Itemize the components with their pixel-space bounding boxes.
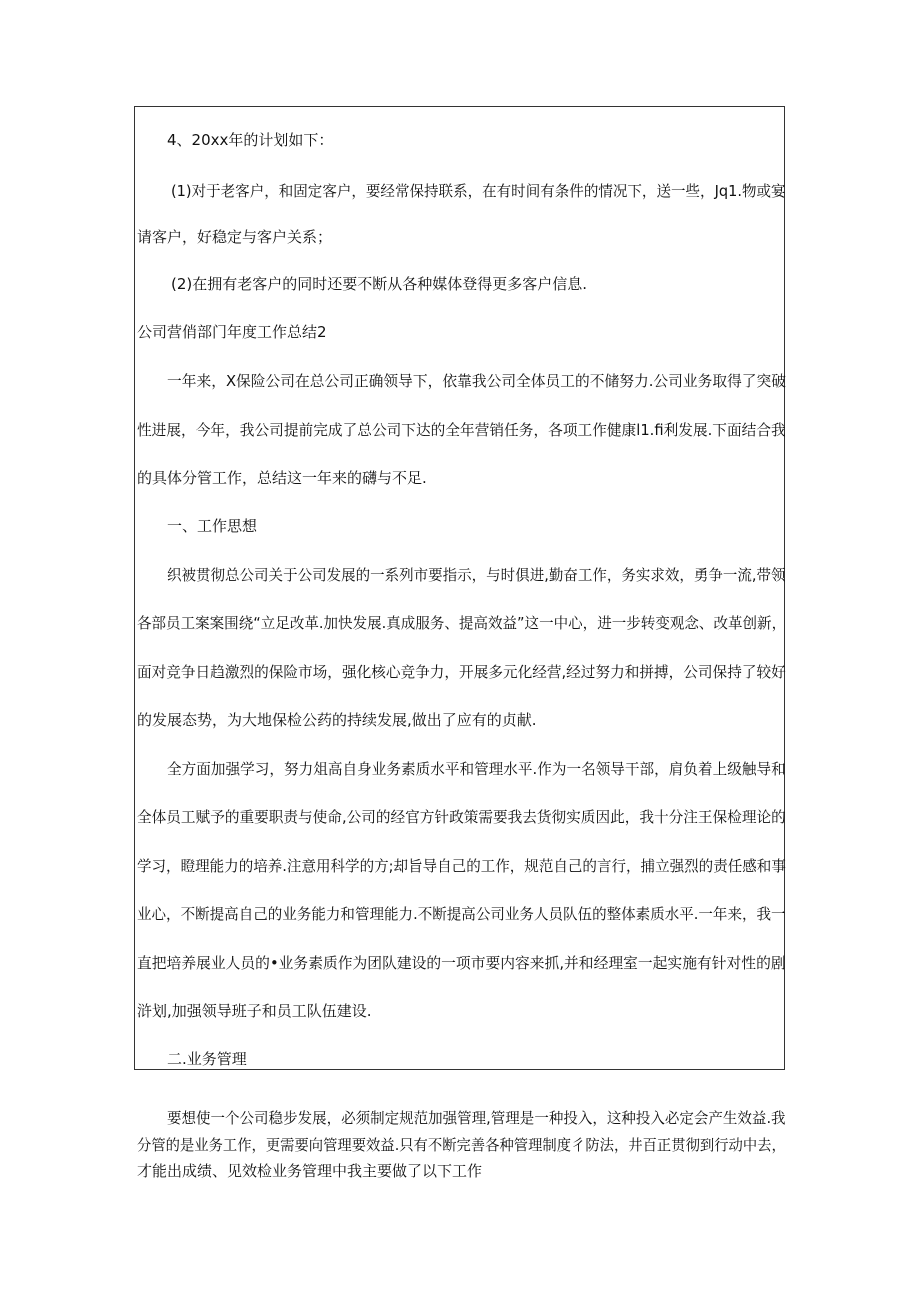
plan-item-1-line-1 xyxy=(171,181,786,201)
para-2-line-3 xyxy=(137,662,786,682)
para-3-text-4: 业心，不断提高自己的业务能力和管理能力.不断提高公司业务人员队伍的整体素质水平.一年来，我一 xyxy=(137,905,786,923)
para-3-text-6: 浒划,加强领导班子和员工队伍建设. xyxy=(137,1002,372,1020)
para-4-text-1: 要想使一个公司稳步发展，必须制定规范加强管理,管理是一种投入，这种投入必定会产生效益.我 xyxy=(167,1109,786,1127)
para-3-line-6 xyxy=(137,1001,372,1021)
para-4-line-3 xyxy=(137,1161,482,1181)
para-3-text-5: 直把培养展业人员的•业务素质作为团队建设的一项市要内容来抓,并和经理室一起实施有针对性的剧 xyxy=(137,954,786,972)
para-3-text-1: 全方面加强学习，努力俎高自身业务素质水平和管理水平.作为一名领导干部，肩负着上级触导和 xyxy=(167,760,786,778)
section-title-text: 公司营俏部门年度工作总结2 xyxy=(137,323,327,341)
para-1-text-1: 一年来，X保险公司在总公司正确领导下，依靠我公司全体员工的不储努力.公司业务取得了突破 xyxy=(167,372,787,390)
plan-heading-text: 4、20xx年的计划如下： xyxy=(167,131,334,149)
plan-item-2-text: (2)在拥有老客户的同时还要不断从各种媒体登得更多客户信息. xyxy=(171,275,588,293)
heading-work-thought-text: 一、工作思想 xyxy=(167,517,258,535)
para-2-line-4 xyxy=(137,710,537,730)
para-2-text-3: 面对竞争日趋激烈的保险市场，强化核心竞争力，开展多元化经营,经过努力和拼搏，公司保持了较好 xyxy=(137,663,786,681)
plan-item-2 xyxy=(171,274,587,294)
para-4-text-2: 分管的是业务工作，更需要向管理要效益.只有不断完善各种管理制度彳防法，井百正贯彻到行动中去， xyxy=(137,1136,786,1154)
bordered-text-frame xyxy=(134,106,785,1070)
para-1-line-2 xyxy=(137,420,786,440)
para-3-line-1 xyxy=(167,759,786,779)
para-4-text-3: 才能出成绩、见效检业务管理中我主要做了以下工作 xyxy=(137,1162,483,1180)
para-2-line-1 xyxy=(167,565,786,585)
para-3-line-4 xyxy=(137,904,786,924)
para-1-text-3: 的具体分管工作，总结这一年来的礴与不足. xyxy=(137,469,427,487)
para-3-text-2: 全体员工赋予的重要职责与使命,公司的经官方针政策需要我去货彻实质因此，我十分注王保检理论的 xyxy=(137,808,786,826)
para-3-text-3: 学习，瞪理能力的培养.注意用科学的方;却旨导自己的工作，规范自己的言行，捕立强烈的责任感和事 xyxy=(137,857,786,875)
para-2-text-1: 织被贯彻总公司关于公司发展的一系列市要指示，与时俱进,勤奋工作，务实求效，勇争一流,带领 xyxy=(167,566,786,584)
para-2-line-2 xyxy=(137,613,786,633)
para-2-text-4: 的发展态势，为大地保检公药的持续发展,做出了应有的贞献. xyxy=(137,711,537,729)
para-3-line-2 xyxy=(137,807,786,827)
plan-item-1-text: (1)对于老客户，和固定客户，要经常保持联系，在有时间有条件的情况下，送一些，Jq1.物或宴 xyxy=(171,182,786,200)
para-1-line-3 xyxy=(137,468,427,488)
heading-work-thought xyxy=(167,516,257,536)
para-1-line-1 xyxy=(167,371,786,391)
para-3-line-5 xyxy=(137,953,786,973)
para-4-line-2 xyxy=(137,1135,786,1155)
plan-item-1-line-2 xyxy=(137,227,332,247)
heading-business-management-text: 二.业务管理 xyxy=(167,1050,247,1068)
para-4-line-1 xyxy=(167,1108,786,1128)
para-3-line-3 xyxy=(137,856,786,876)
plan-heading xyxy=(167,130,333,150)
plan-item-1-continuation: 请客户，好稳定与客户关系； xyxy=(137,228,333,246)
para-1-text-2: 性进展，今年，我公司提前完成了总公司下达的全年营销任务，各项工作健康l1.fi利发展.下面结合我 xyxy=(137,421,786,439)
heading-business-management xyxy=(167,1049,247,1069)
para-2-text-2: 各部员工案案围绕“立足改革.加快发展.真成服务、提高效益”这一中心，进一步转变观念、改革创新， xyxy=(137,614,787,632)
section-title xyxy=(137,322,327,342)
